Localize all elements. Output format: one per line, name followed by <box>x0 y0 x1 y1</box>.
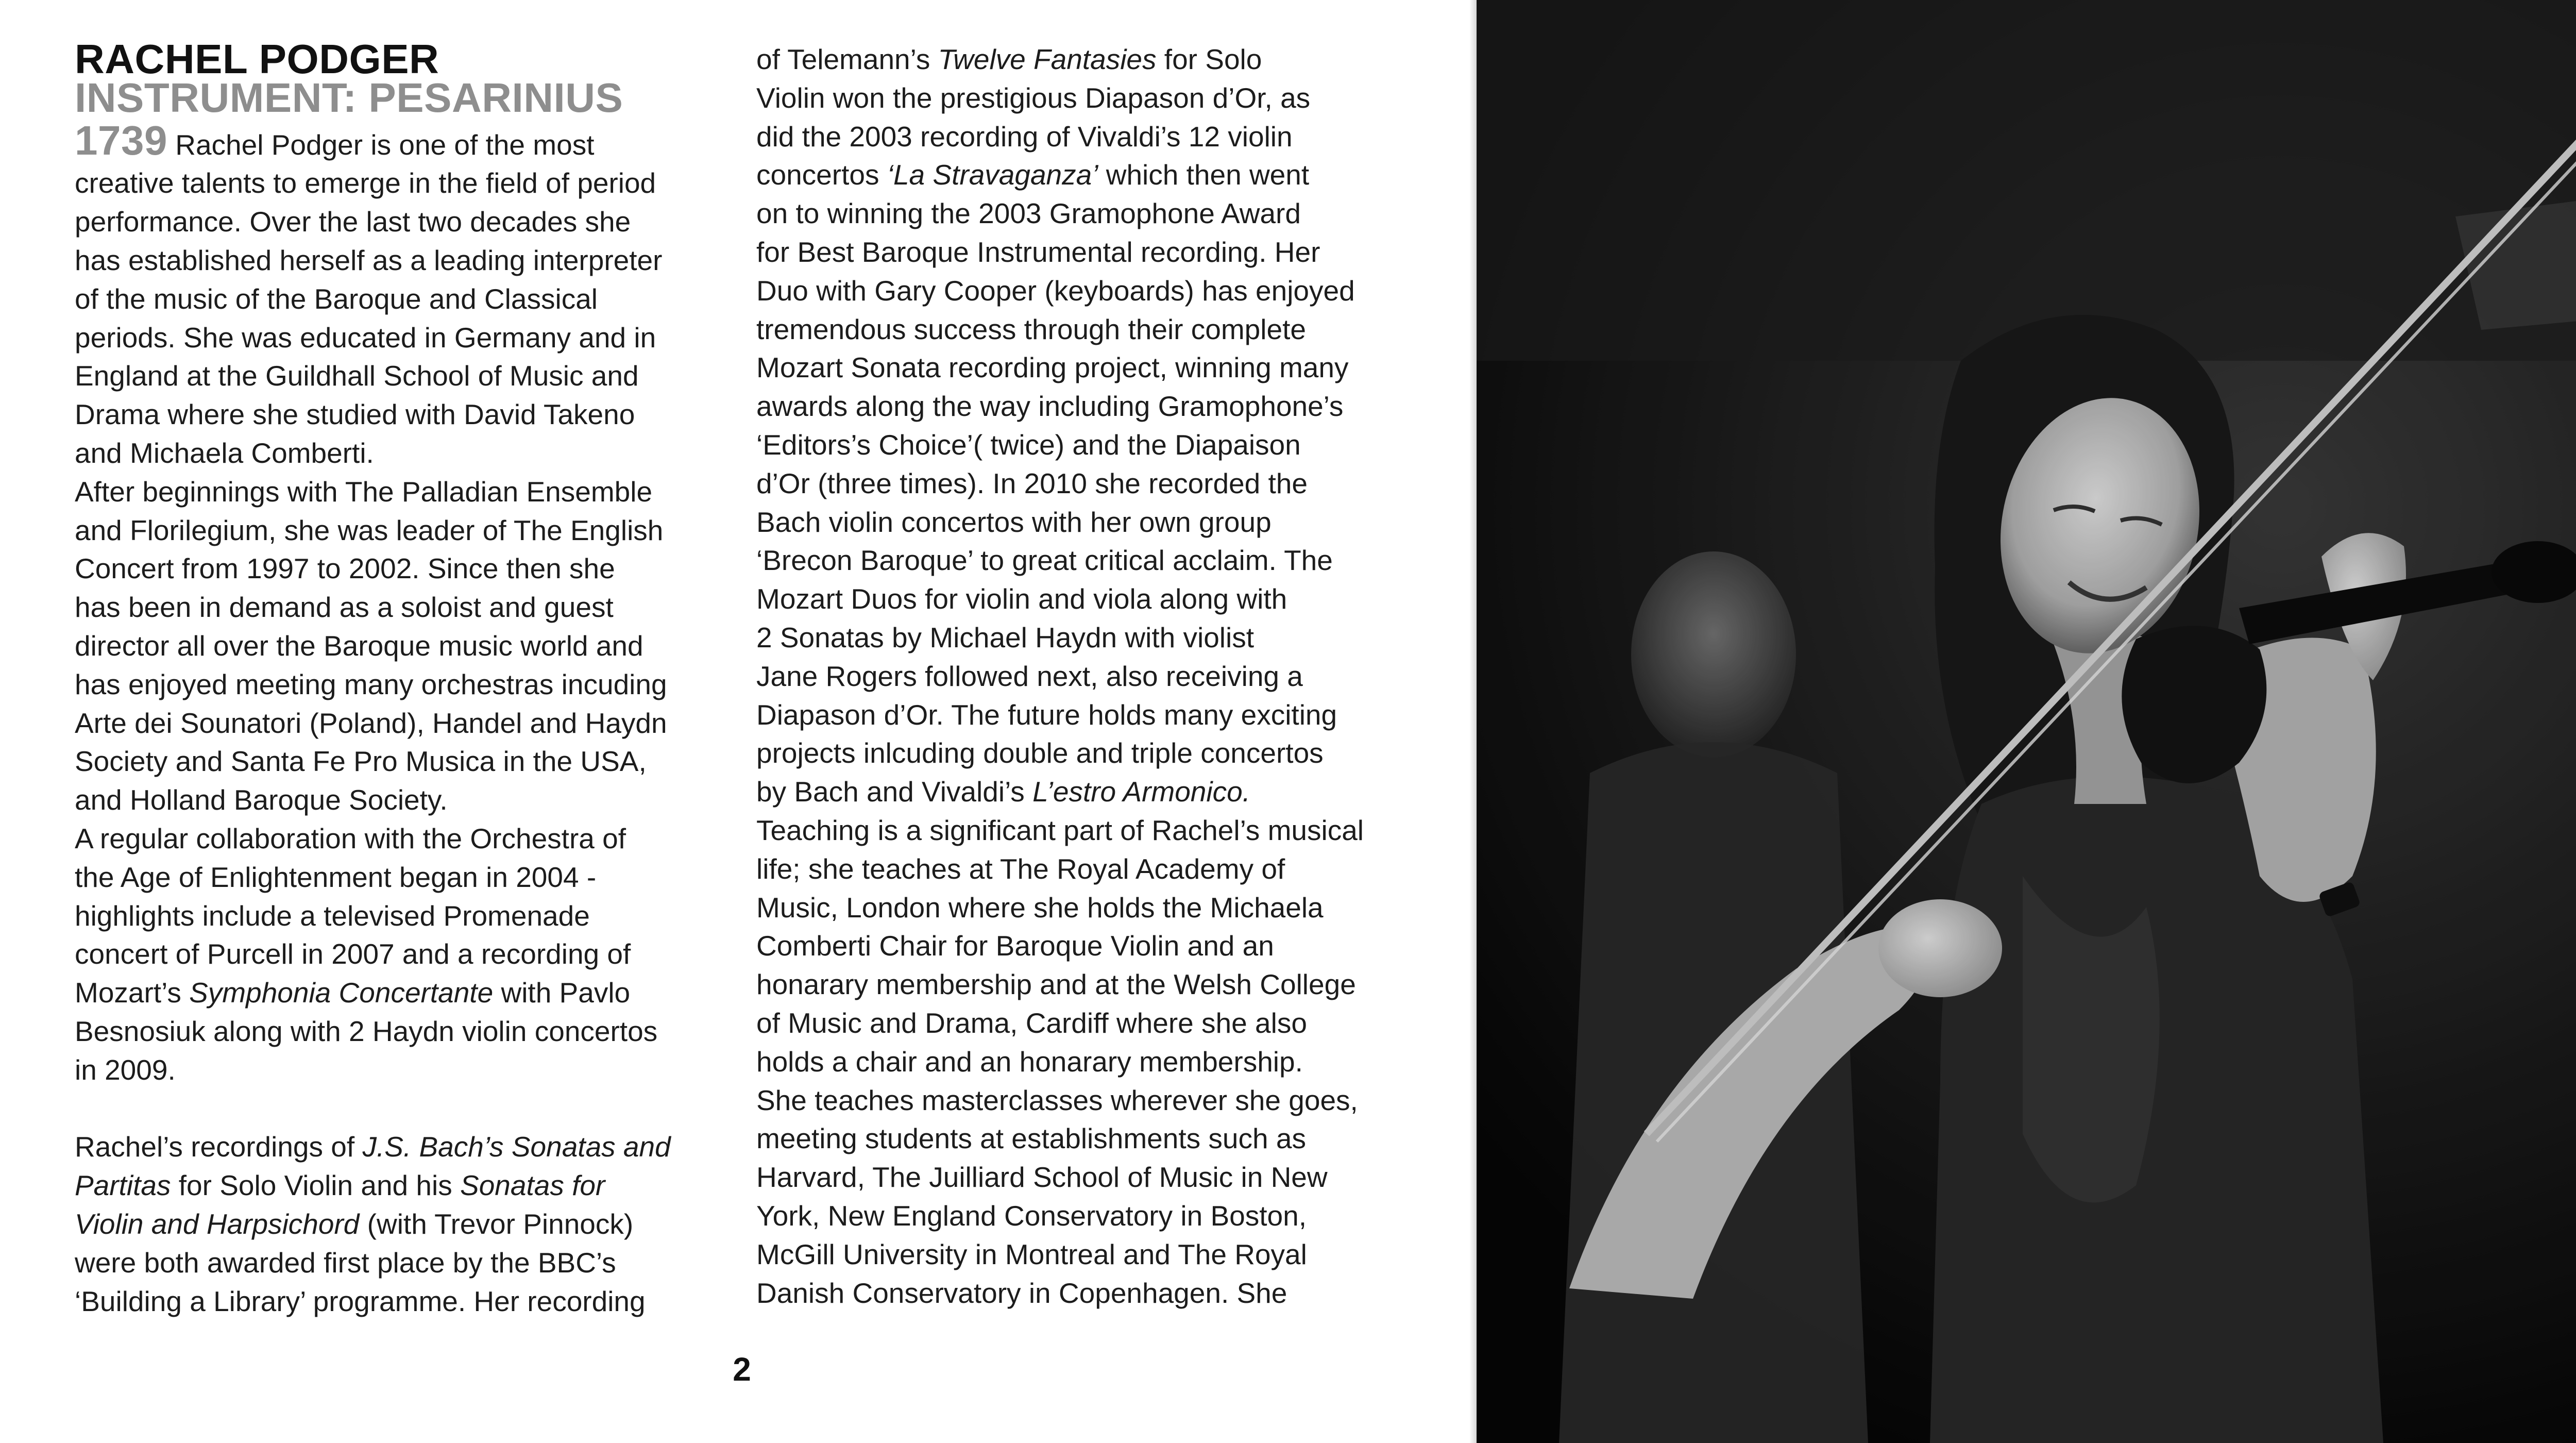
text-line: concert of Purcell in 2007 and a recording of <box>75 938 631 970</box>
text-line: Concert from 1997 to 2002. Since then she <box>75 552 615 585</box>
text-line: Drama where she studied with David Takeno <box>75 398 635 431</box>
artist-name-heading: RACHEL PODGER <box>75 36 439 82</box>
text-line: creative talents to emerge in the field of period <box>75 167 656 199</box>
text-line: Partitas for Solo Violin and his Sonatas for <box>75 1169 605 1202</box>
text-line: periods. She was educated in Germany and in <box>75 321 656 354</box>
text-line: Duo with Gary Cooper (keyboards) has enjoyed <box>756 274 1355 307</box>
work-title: Sonatas for <box>460 1169 605 1202</box>
text-line: of Telemann’s Twelve Fantasies for Solo <box>756 43 1262 75</box>
work-title: Partitas <box>75 1169 171 1202</box>
text-line: has established herself as a leading interpreter <box>75 244 663 276</box>
text-line: Violin won the prestigious Diapason d’Or, as <box>756 81 1311 114</box>
text-line: Diapason d’Or. The future holds many exciting <box>756 698 1337 731</box>
text-line: Society and Santa Fe Pro Musica in the USA, <box>75 745 647 778</box>
text-line: concertos ‘La Stravaganza’ which then went <box>756 159 1310 191</box>
instrument-heading-line <box>75 74 729 122</box>
text-line: Mozart Sonata recording project, winning many <box>756 351 1349 384</box>
text-line: tremendous success through their complete <box>756 313 1306 345</box>
text-line: on to winning the 2003 Gramophone Award <box>756 197 1301 230</box>
page-fold <box>1469 0 1477 1443</box>
instrument-year: 1739 <box>75 117 167 163</box>
violinist-photo-icon <box>1477 0 2576 1443</box>
paragraph-gap <box>75 1089 729 1128</box>
text-line: Mozart Duos for violin and viola along with <box>756 583 1287 615</box>
text-line: York, New England Conservatory in Boston, <box>756 1199 1307 1232</box>
text-line: performance. Over the last two decades she <box>75 206 631 238</box>
text-line: 2 Sonatas by Michael Haydn with violist <box>756 621 1255 653</box>
work-title: ‘La Stravaganza’ <box>887 159 1098 191</box>
text-line: England at the Guildhall School of Music and <box>75 360 639 392</box>
work-title: J.S. Bach’s Sonatas and <box>362 1131 671 1163</box>
text-line: were both awarded first place by the BBC’s <box>75 1246 616 1279</box>
work-title: Symphonia Concertante <box>189 977 494 1009</box>
text-line: honarary membership and at the Welsh College <box>756 968 1356 1001</box>
text-line: did the 2003 recording of Vivaldi’s 12 violin <box>756 120 1293 153</box>
text-line: McGill University in Montreal and The Royal <box>756 1238 1307 1270</box>
page-number: 2 <box>733 1351 751 1388</box>
text-line: Besnosiuk along with 2 Haydn violin concertos <box>75 1015 658 1047</box>
work-title: Violin and Harpsichord <box>75 1207 360 1240</box>
work-title: Twelve Fantasies <box>938 43 1157 75</box>
text-line: has been in demand as a soloist and guest <box>75 591 614 624</box>
work-title: L’estro Armonico. <box>1032 776 1250 808</box>
text-line: and Holland Baroque Society. <box>75 784 448 816</box>
text-line: Jane Rogers followed next, also receiving a <box>756 660 1303 692</box>
text-line: Teaching is a significant part of Rachel’s musical <box>756 814 1364 846</box>
text-line: Comberti Chair for Baroque Violin and an <box>756 930 1274 962</box>
text-line: in 2009. <box>75 1053 176 1086</box>
text-line: ‘Editors’s Choice’( twice) and the Diapaison <box>756 428 1301 461</box>
text-line: Danish Conservatory in Copenhagen. She <box>756 1277 1287 1309</box>
text-line: Harvard, The Juilliard School of Music in New <box>756 1161 1328 1194</box>
text-line: director all over the Baroque music world and <box>75 629 643 662</box>
intro-line <box>75 117 729 164</box>
text-line: has enjoyed meeting many orchestras incuding <box>75 668 667 700</box>
text-line: Violin and Harpsichord (with Trevor Pinnock) <box>75 1207 634 1240</box>
text-line: Rachel’s recordings of J.S. Bach’s Sonatas and <box>75 1131 671 1163</box>
text-line: meeting students at establishments such as <box>756 1122 1306 1155</box>
violinist-photo <box>1477 0 2576 1443</box>
text-line: holds a chair and an honarary membership. <box>756 1045 1303 1078</box>
text-line: by Bach and Vivaldi’s L’estro Armonico. <box>756 776 1250 808</box>
text-line: and Michaela Comberti. <box>75 437 374 469</box>
text-line: of Music and Drama, Cardiff where she also <box>756 1006 1307 1039</box>
instrument-heading: INSTRUMENT: PESARINIUS <box>75 74 623 121</box>
text-line: the Age of Enlightenment began in 2004 - <box>75 861 597 893</box>
text-line: awards along the way including Gramophone’s <box>756 390 1344 423</box>
text-line: highlights include a televised Promenade <box>75 899 590 932</box>
text-column-2 <box>756 40 1426 1312</box>
text-line: projects inlcuding double and triple concertos <box>756 737 1324 769</box>
text-line: Bach violin concertos with her own group <box>756 506 1272 538</box>
text-column-1 <box>75 36 729 1320</box>
text-line: of the music of the Baroque and Classical <box>75 282 598 315</box>
text-line: She teaches masterclasses wherever she goes, <box>756 1084 1358 1116</box>
text-line: ‘Building a Library’ programme. Her recording <box>75 1285 646 1317</box>
text-line: After beginnings with The Palladian Ensemble <box>75 475 653 508</box>
text-line: Mozart’s Symphonia Concertante with Pavlo <box>75 977 631 1009</box>
text-line: ‘Brecon Baroque’ to great critical acclaim. The <box>756 544 1333 577</box>
text-line: Music, London where she holds the Michaela <box>756 891 1324 924</box>
text-line: and Florilegium, she was leader of The English <box>75 514 664 546</box>
text-line: for Best Baroque Instrumental recording. Her <box>756 236 1320 268</box>
intro-line-text: Rachel Podger is one of the most <box>167 128 595 161</box>
text-line: life; she teaches at The Royal Academy of <box>756 852 1285 885</box>
text-line: A regular collaboration with the Orchestra of <box>75 822 626 854</box>
text-line: Arte dei Sounatori (Poland), Handel and Haydn <box>75 707 667 739</box>
text-line: d’Or (three times). In 2010 she recorded the <box>756 467 1308 499</box>
